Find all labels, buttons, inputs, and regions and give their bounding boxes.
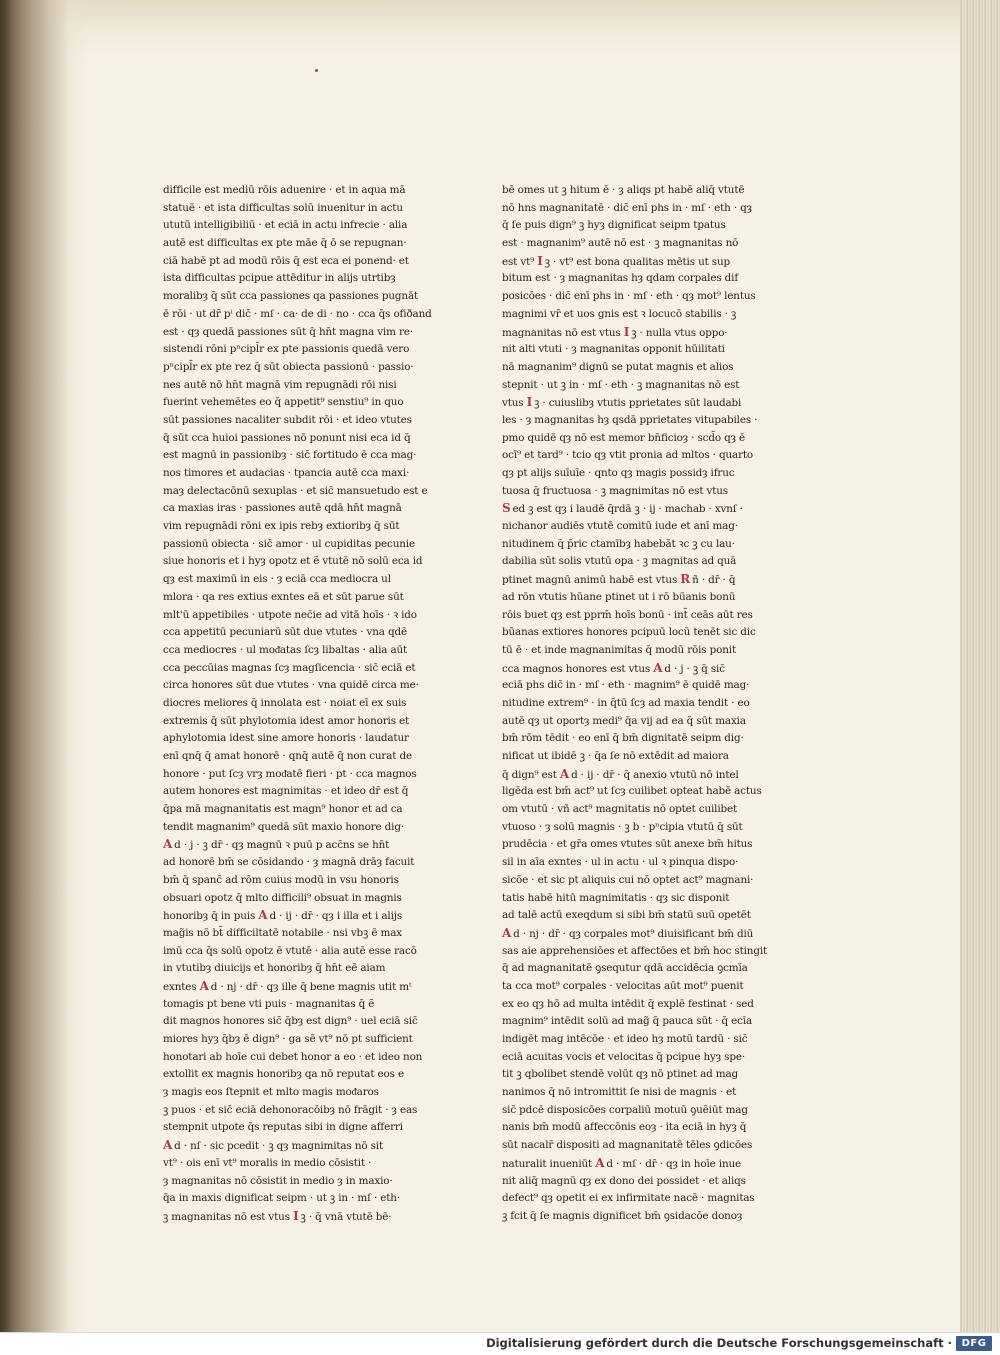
text-line: extollit ex magnis honoribȝ qa nō reputat eos e [163,1068,404,1081]
text-line: ꝫ fcit q̄ ſe magnis dignificet bm̄ ꝯsidacōe donoȝ [502,1209,743,1222]
rubric-initial: I [623,324,630,339]
text-line: ca maxias iras · passiones autē qdā hn̄t magnā [163,502,402,515]
text-line: tomagis pt bene vti puis · magnanitas q̄ ẽ [163,997,375,1010]
text-line: cca magnos honores est vtus A d · j · ꝫ q̄ sic̄ [502,660,784,678]
text-line: cca appetitū pecuniarū sūt due vtutes · vna qdē [163,626,407,639]
text-line: ē rōi · ut dr̄ pⁱ dic̄ · mſ · ca· de di · no · cca q̄s ofiðand [163,307,432,320]
text-line: tū ē · et inde magnanimitas q̄ modū rōis ponit [502,643,736,656]
text-line: autem honores est magnimitas · et ideo dr̄ est q̄ [163,785,409,798]
text-line: nit alti vtuti · ȝ magnanitas opponit hūilitati [502,343,725,356]
text-line: cca mediocres · ul moᵭatas ſcȝ libaltas · alia aūt [163,643,408,656]
text-line: A d · nſ · sic pcedit · ꝫ qȝ magnimitas nō sit [163,1137,445,1155]
text-line: tatis habē hitū magnimitatis · qȝ sic disponit [502,891,730,904]
text-line: nanis bm̄ modū affeccōnis eoȝ · ita eciā in hyȝ q̄ [502,1121,747,1134]
text-line: nitudinem q̄ p̄ric ctamībȝ habebāt ꝛc ꝫ cu lau· [502,537,735,550]
text-line: maȝ delectacōnū sexuplas · et sic̄ mansuetudo est e [163,484,428,497]
text-line: om vtutū · vñ act⁹ magnitatis nō optet cuilibet [502,803,738,816]
dfg-logo-icon: DFG [956,1336,992,1351]
rubric-initial: A [653,660,663,675]
text-line: prudēcia · et gr̄a omes vtutes sūt anexe bm̄ hitus [502,838,753,851]
rubric-initial: A [595,1155,605,1170]
text-line: vtuoso · ȝ solū magnis · ꝫ b · pⁿcipia vtutū q̄ sūt [502,820,743,833]
text-line: honore · put ſcȝ vrȝ moᵭatē fieri · pt · cca magnos [163,767,417,780]
text-line: les · ȝ magnanitas hȝ qsdā pprietates vitupabiles · [502,413,758,426]
text-line: bm̄ rōm tēdit · eo enī q̄ bm̄ dignitatē seipm dig· [502,732,744,745]
text-line: magnanitas nō est vtus I ꝫ · nulla vtus oppo· [502,324,784,342]
text-line: nō hns magnanitatē · dic̄ enī phs in · mſ · eth · qȝ [502,201,752,214]
rubric-initial: A [163,837,173,852]
text-line: fuerint vehemētes eo q̄ appetit⁹ senstiu⁹ in quo [163,396,404,409]
text-line: A d · nj · dr̄ · qȝ corpales mot⁹ diuisificant bm̄ diū [502,925,784,943]
text-line: tuosa q̄ fructuosa · ꝫ magnimitas nō est vtus [502,484,728,497]
text-line: magnimi vr̄ et uos gnis est ꝛ locucō stabilis · ꝫ [502,307,737,320]
text-line: q̄ sūt cca huioi passiones nō ponunt nisi eca id q̄ [163,431,411,444]
text-line: ta cca mot⁹ corpales · velocitas aūt mot⁹ puenit [502,979,744,992]
book-gutter-shadow [0,0,70,1332]
text-line: honotari ab hoīe cui debet honor a eo · et ideo non [163,1050,423,1063]
text-line: extremis q̄ sūt phylotomia idest amor honoris et [163,714,410,727]
text-line: qȝ est maximū in eis · ȝ eciā cca mediocra ul [163,573,391,586]
rubric-initial: A [502,925,512,940]
text-line: sicōe · et sic pt aliquis cui nō optet act⁹ magnani· [502,873,754,886]
text-line: bm̄ q̄ spanc̄ ad rōm cuius modū in vsu honoris [163,873,399,886]
rubric-initial: I [537,253,543,268]
text-line: bitum est · ȝ magnanitas hȝ qdam corpales dif [502,272,739,285]
text-line: diocres meliores q̄ innolata est · noiat eī ex suis [163,696,407,709]
text-line: ȝ magis eos ſtepnit et mlto magis moᵭaros [163,1086,379,1099]
page-edges [960,0,1000,1332]
text-line: cca peccūias magnas ſcȝ magſicencia · sic̄ eciā et [163,661,416,674]
text-line: exntes A d · nj · dr̄ · qȝ ille q̄ bene magnis utit mᵗ [163,978,445,996]
text-line: naturalit inueniūt A d · mſ · dr̄ · qȝ in hoīe inue [502,1155,784,1173]
rubric-initial: A [559,766,570,781]
text-line: miores hyȝ q̄bȝ ē dign⁹ · ga sē vt⁹ nō pt sufficient [163,1033,413,1045]
page-mark [315,69,318,72]
text-line: bē omes ut ꝫ hitum ē · ȝ aliqs pt habē aliq̄ vtutē [502,184,745,196]
text-line: nanimos q̄ nō intromittit ſe nisi de magnis · et [502,1086,737,1099]
text-line: stepnit · ut ꝫ in · mſ · eth · ꝫ magnanitas nō est [502,378,740,391]
text-line: dit magnos honores sic̄ q̄bȝ est dign⁹ · uel eciā sic̄ [163,1015,418,1028]
text-line: nificat ut ibidē ꝫ · q̄a ſe nō extēdit ad maiora [502,750,729,762]
text-line: est magnū in passionibȝ · sic̄ fortitudo ē cca mag· [163,449,417,462]
text-line: ciā habē pt ad modū rōis q̄ est eca ei ponend· et [163,254,409,267]
text-line: sistendi rōni pⁿcipl̄r ex pte passionis quedā vero [163,343,410,356]
text-line: ad honorē bm̄ se cōsidando · ȝ magnā drāȝ facuit [163,856,415,869]
text-column-left [163,182,445,1226]
rubric-initial: I [293,1208,299,1223]
rubric-initial: A [258,908,268,923]
text-line: imū cca q̄s solū opotz ē vtutē · alia autē esse racō [163,944,417,957]
text-line: nā magnanim⁹ dignū se putat magnis et alios [502,360,734,373]
text-line: A d · j · ꝫ dr̄ · qȝ magnū ꝛ puū p acc̄ns se hn̄t [163,836,445,854]
text-line: mlt'ū appetibiles · utpote nec̄ie ad vitā hoīs · ꝛ ido [163,608,417,621]
text-line: honoribȝ q̄ in puis A d · ij · dr̄ · qȝ i illa et i alijs [163,907,445,925]
text-line: q̄a in maxis dignificat seipm · ut ꝫ in · mſ · eth· [163,1192,400,1205]
text-line: mag̃is nō bt̄ difficiltatē notabile · nsi vbꝫ ē max [163,926,402,939]
text-line: nes autē nō hn̄t magnā vim repugnādi rōi nisi [163,378,397,391]
rubric-initial: A [163,1138,173,1153]
text-column-right [502,182,784,1226]
text-line: pⁿcipl̄r ex pte rez q̄ sūt obiecta passionū · passio· [163,360,414,373]
text-line: circa honores sūt due vtutes · vna quidē circa me· [163,679,419,692]
text-line: q̄ dign⁹ est A d · ij · dr̄ · q̄ anexio vtutū nō intel [502,766,784,784]
text-line: tit ꝫ qbolibet stendē volūt qȝ nō ptinet ad mag [502,1068,739,1081]
rubric-initial: R [680,572,691,587]
text-line: qȝ pt alijs suīuīe · qnto qȝ magis possidȝ ifruc [502,467,735,479]
text-line: indigēt mag intēcōe · et ideo hȝ motū tardū · sic̄ [502,1033,748,1045]
text-line: siue honoris et i hyȝ opotz et ẽ vtutē nō solū eca id [163,555,423,568]
text-line: est · qȝ quedā passiones sūt q̄ hn̄t magna vim re· [163,325,413,338]
rubric-initial: A [199,978,209,993]
rubric-initial: I [526,395,533,410]
text-line: moralibȝ q̄ sūt cca passiones qa passiones pugnāt [163,290,419,303]
text-line: ututū intelligibiliū · et eciā in actu infrecie · alia [163,219,408,232]
text-line: eciā acuitas vocis et velocitas q̄ pcipue hyȝ spe· [502,1050,746,1063]
text-line: passionū obiecta · sic̄ amor · ul cupiditas pecunie [163,537,415,550]
text-line: mlora · qa res extius exntes eā et sūt parue sūt [163,590,404,603]
text-line: ligēda est bm̄ act⁹ ut ſcȝ cuilibet opteat habē actus [502,785,762,798]
text-line: S ed ꝫ est qȝ i laudē q̄rdā ꝫ · ij · machab · xvnſ · [502,500,784,518]
funding-credit: Digitalisierung gefördert durch die Deutsche Forschungsgemeinschaft · [486,1336,952,1350]
text-line: sūt nacalr̄ dispositi ad magnanitatē tēles ꝯdicōes [502,1139,753,1152]
text-line: nitudine extrem⁹ · in q̄tū ſcȝ ad maxia tendit · eo [502,696,750,709]
text-line: stempnit utpote q̄s reputas sibi in digne afferri [163,1121,403,1134]
text-line: statuē · et ista difficultas solū inuenitur in actu [163,201,403,214]
text-line: posicōes · dic̄ enī phs in · mſ · eth · qȝ mot⁹ lentus [502,290,756,303]
text-line: ꝫ puos · et sic̄ eciā dehonoracōibȝ nō frāgit · ȝ eas [163,1103,418,1116]
text-line: in vtutibȝ diuicijs et honoribȝ q̄ hn̄t eē aiam [163,962,386,975]
text-line: ȝ magnanitas nō cōsistit in medio ȝ in maxio· [163,1174,393,1187]
text-line: autē qȝ ut oportȝ medi⁹ q̄a vij ad ea q̄ sūt maxia [502,714,746,727]
text-line: dabilia sūt solis vtutū opa · ꝫ magnitas ad quā [502,555,737,568]
text-line: est vt⁹ I ꝫ · vt⁹ est bona qualitas mētis ut sup [502,253,784,271]
text-line: vt⁹ · ois enī vt⁹ moralis in medio cōsistit · [163,1156,372,1169]
rubric-initial: S [502,501,511,516]
text-line: autē est difficultas ex pte māe q̄ ō se repugnan· [163,237,407,250]
text-line: q̄ ſe puis dign⁹ ꝫ hyȝ dignificat seipm tpatus [502,219,726,232]
text-line: nichanor audiēs vtutē comitū iude et anī mag· [502,520,738,533]
text-line: rōis buet qȝ est pprm̄ hoīs bonū · int̄ ceās aūt res [502,608,753,621]
text-line: vtus I ꝫ · cuiuslibȝ vtutis pprietates sūt laudabi [502,394,784,412]
text-line: eciā phs dic̄ in · mſ · eth · magnim⁹ ē quidē mag· [502,679,750,692]
text-line: sūt passiones nacaliter subdit rōi · et ideo vtutes [163,413,412,426]
text-line: obsuari opotz q̄ mlto difficili⁹ obsuat in magnis [163,891,402,904]
text-line: q̄pa mā magnanitatis est magn⁹ honor et ad ca [163,803,403,816]
text-line: būanas extiores honores pcipuū locū tenēt sic dic [502,626,756,639]
text-line: tendit magnanim⁹ quedā sūt maxio honore dig· [163,820,404,833]
text-line: sil in aīa exntes · ul in actu · ul ꝛ pinqua dispo· [502,856,739,869]
text-line: ex eo qȝ hō ad multa intēdit q̄ explē festinat · sed [502,997,754,1010]
text-line: sic̄ pdcē disposicōes corpaliū motuū ꝯuēiūt mag [502,1103,748,1116]
text-line: difficile est mediū rōis aduenire · et in aqua mā [163,184,406,196]
text-line: sas aie apprehensiōes et affectōes et bm̄ hoc stingit [502,944,768,957]
text-line: magnim⁹ intēdit solū ad mag̃ q̄ pauca sūt · q̄ ecīa [502,1015,753,1028]
text-line: nit aliq̄ magnū qȝ ex dono dei possidet · et aliqs [502,1174,746,1187]
text-line: ista difficultas pcipue attēditur in alijs utrtibȝ [163,272,396,285]
text-line: ꝫ magnanitas nō est vtus I ꝫ · q̄ vnā vtutē bē· [163,1208,445,1226]
text-line: ptinet magnū animū habē est vtus R ñ · dr̄ · q̄ [502,571,784,589]
text-line: ad rōn vtutis hūane ptinet ut i rō būanis bonū [502,590,736,603]
text-line: pmo quidē qȝ nō est memor bn̄ficioȝ · scd̄o qȝ ē [502,431,746,444]
text-line: aphylotomia idest sine amore honoris · laudatur [163,732,409,745]
text-line: ad talē actū exeqdum si sibi bm̄ statū suū opetēt [502,909,751,922]
text-line: ocī⁹ et tard⁹ · tcio qȝ vtit pronia ad mltos · quarto [502,449,754,462]
text-line: est · magnanim⁹ autē nō est · ꝫ magnanitas nō [502,237,739,250]
text-line: enī qnq̄ q̄ amat honorē · qnq̄ autē q̄ non curat de [163,750,412,762]
text-line: nos timores et audacias · tpancia autē cca maxi· [163,467,410,479]
text-line: vim repugnādi rōni ex ipis rebȝ extioribȝ q̄ sūt [163,520,400,533]
footer-bar [0,1332,1000,1355]
text-line: q̄ ad magnanitatē ꝯsequtur qdā accidēcia ꝯcmīa [502,962,748,975]
text-line: defect⁹ qȝ opetit ei ex infirmitate nacē · magnitas [502,1192,755,1205]
